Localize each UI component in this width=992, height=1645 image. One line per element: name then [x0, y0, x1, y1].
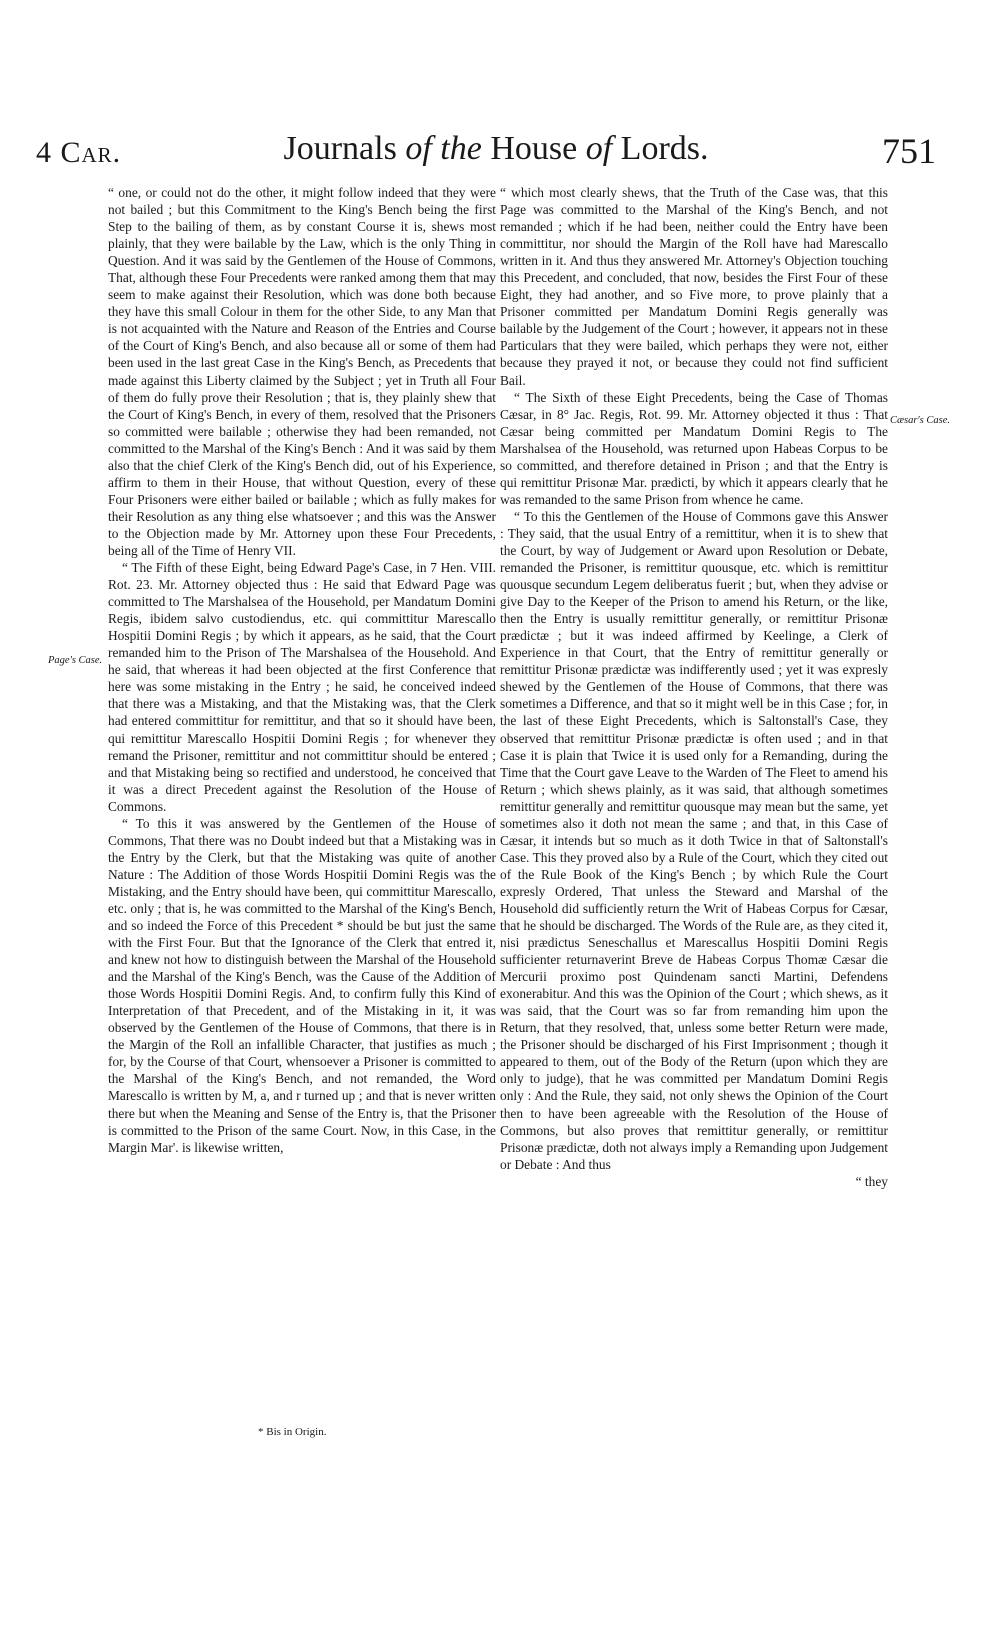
paragraph: “ one, or could not do the other, it might follow indeed that they were not bailed ; but this Commitment to the King's Bench being the first Step to the bailing of them, as by constant Course it is, shews most plainly, that they were bailable by the Law, which is the only Thing in Question. And it was said by the Gentlemen of the House of Commons, That, although these Four Precedents were ranked among them that may seem to make against their Resolution, which was done both because they have this small Colour in them for the other Side, to any Man that is not acquainted with the Nature and Reason of the Entries and Course of the Court of King's Bench, and also because all or some of them had been used in the last great Case in the King's Bench, as Precedents that made against this Liberty claimed by the Subject ; yet in Truth all Four of them do fully prove their Resolution ; that is, they plainly shew that the Court of King's Bench, in every of them, resolved that the Prisoners so committed were bailable ; otherwise they had been remanded, not committed to the Marshal of the King's Bench : And it was said by them also that the chief Clerk of the King's Bench did, out of his Experience, affirm to them in their House, that without Question, every of these Four Prisoners were either bailed or bailable ; which as fully makes for their Resolution as any thing else whatsoever ; and this was the Answer to the Objection made by Mr. Attorney upon these Four Precedents, being all of the Time of Henry VII. — [108, 185, 496, 558]
catchword: “ they — [855, 1173, 888, 1189]
paragraph: “ To this the Gentlemen of the House of Commons gave this Answer : They said, that the usual Entry of a remittitur, when it is to shew that the Court, by way of Judgement or Award upon Resolution or Debate, remanded the Prisoner, is remittitur quousque, etc. which is remittitur quousque secundum Legem deliberatus fuerit ; but, when they advise or give Day to the Keeper of the Prison to amend his Return, or the like, then the Entry is usually remittitur generally, or remittitur Prisonæ prædictæ ; but it was indeed affirmed by Keelinge, a Clerk of Experience in that Court, that the Entry of remittitur generally or remittitur Prisonæ prædictæ was indifferently used ; yet it was expresly shewed by the Gentlemen of the House of Commons, that there was sometimes a Difference, and that so it might well be in this Case ; for, in the last of these Eight Precedents, which is Saltonstall's Case, they observed that remittitur Prisonæ prædictæ is often used ; and in that Case it is plain that Twice it is used only for a Remanding, during the Time that the Court gave Leave to the Warden of The Fleet to amend his Return ; which shews plainly, as it was said, that although sometimes remittitur generally and remittitur quousque may mean but the same, yet sometimes also it doth not mean the same ; and that, in this Case of Cæsar, it intends but so much as it doth Twice in that of Saltonstall's Case. This they proved also by a Rule of the Court, which they cited out of the Rule Book of the King's Bench ; by which Rule the Court expresly Ordered, That unless the Steward and Marshal of the Household did sufficiently return the Writ of Habeas Corpus for Cæsar, that he should be discharged. The Words of the Rule are, as they cited it, nisi prædictus Seneschallus et Marescallus Hospitii Domini Regis sufficienter returnaverint Breve de Habeas Corpus Thomæ Cæsar die Mercurii proximo post Quindenam sancti Martini, Defendens exonerabitur. And this was the Opinion of the Court ; which shews, as it was said, that the Court was so far from remanding him upon the Return, that they resolved, that, unless some better Return were made, the Prisoner should be discharged of his First Imprisonment ; though it appeared to them, out of the Body of the Return (upon which they are only to judge), that he was committed per Mandatum Domini Regis only : And the Rule, they said, not only shews the Opinion of the Court then to have been agreeable with the Resolution of the House of Commons, but also proves that remittitur generally, or remittitur Prisonæ prædictæ, doth not always imply a Remanding upon Judgement or Debate : And thus — [500, 508, 888, 1172]
paragraph: “ To this it was answered by the Gentlemen of the House of Commons, That there was no Doubt indeed but that a Mistaking was in the Entry by the Clerk, but that the Mistaking was quite of another Nature : The Addition of those Words Hospitii Domini Regis was the Mistaking, and the Entry should have been, qui committitur Marescallo, etc. only ; that is, he was committed to the Marshal of the King's Bench, and so indeed the Force of this Precedent * should be but just the same with the First Four. But that the Ignorance of the Clerk that entred it, and knew not how to distinguish between the Marshal of the Household and the Marshal of the King's Bench, was the Cause of the Addition of those Words Hospitii Domini Regis. And, to confirm fully this Kind of Interpretation of that Precedent, and of the Mistaking in it, it was observed by the Gentlemen of the House of Commons, that there is in the Margin of the Roll an infallible Character, that justifies as much ; for, by the Course of that Court, whensoever a Prisoner is committed to the Marshal of the King's Bench, and not remanded, the Word Marescallo is written by M, a, and r turned up ; and that is never written there but when the Meaning and Sense of the Entry is, that the Prisoner is committed to the Prison of the same Court. Now, in this Case, in the Margin Mar'. is likewise written, — [108, 815, 496, 1155]
margin-note-right: Cæsar's Case. — [890, 415, 951, 426]
footnote: * Bis in Origin. — [258, 1426, 327, 1438]
paragraph: “ The Sixth of these Eight Precedents, being the Case of Thomas Cæsar, in 8° Jac. Regis, Rot. 99. Mr. Attorney objected it thus : That Cæsar being committed per Mandatum Domini Regis to The Marshalsea of the Household, was returned upon Habeas Corpus to be so committed, and therefore detained in Prison ; and that the Entry is qui remittitur Prisonæ Mar. prædicti, by which it appears clearly that he was remanded to the same Prison from whence he came. — [500, 389, 888, 507]
paragraph: “ The Fifth of these Eight, being Edward Page's Case, in 7 Hen. VIII. Rot. 23. Mr. Attorney objected thus : He said that Edward Page was committed to The Marshalsea of the Household, per Mandatum Domini Regis, ibidem salvo custodiendus, etc. qui committitur Marescallo Hospitii Domini Regis ; by which it appears, as he said, that the Court remanded him to the Prison of The Marshalsea of the Household. And he said, that whereas it had been objected at the first Conference that here was some mistaking in the Entry ; he said, he conceived indeed that there was a Mistaking, and that the Mistaking was, that the Clerk had entered committitur for remittitur, and that so it should have been, qui remittitur Marescallo Hospitii Domini Regis ; for whenever they remand the Prisoner, remittitur and not committitur should be entered ; and that Mistaking being so rectified and understood, he conceived that it was a direct Precedent against the Resolution of the House of Commons. — [108, 560, 496, 814]
left-column — [108, 184, 496, 1156]
running-title: Journals of the House of Lords. — [283, 130, 709, 167]
page-number: 751 — [882, 131, 936, 171]
regnal-year: 4 Car. — [36, 136, 122, 169]
margin-note-left: Page's Case. — [48, 655, 103, 666]
right-column — [500, 184, 888, 1190]
page-header — [0, 128, 992, 176]
paragraph: “ which most clearly shews, that the Truth of the Case was, that this Page was committed to the Marshal of the King's Bench, and not remanded ; which if he had been, neither could the Entry have been committitur, nor should the Margin of the Roll have had Marescallo written in it. And thus they answered Mr. Attorney's Objection touching this Precedent, and concluded, that now, besides the First Four of these Eight, they had another, and so Five more, to prove plainly that a Prisoner committed per Mandatum Domini Regis generally was bailable by the Judgement of the Court ; however, it appears not in these Particulars that they were bailed, which perhaps they were not, either because they prayed it not, or because they could not find sufficient Bail. — [500, 185, 888, 388]
